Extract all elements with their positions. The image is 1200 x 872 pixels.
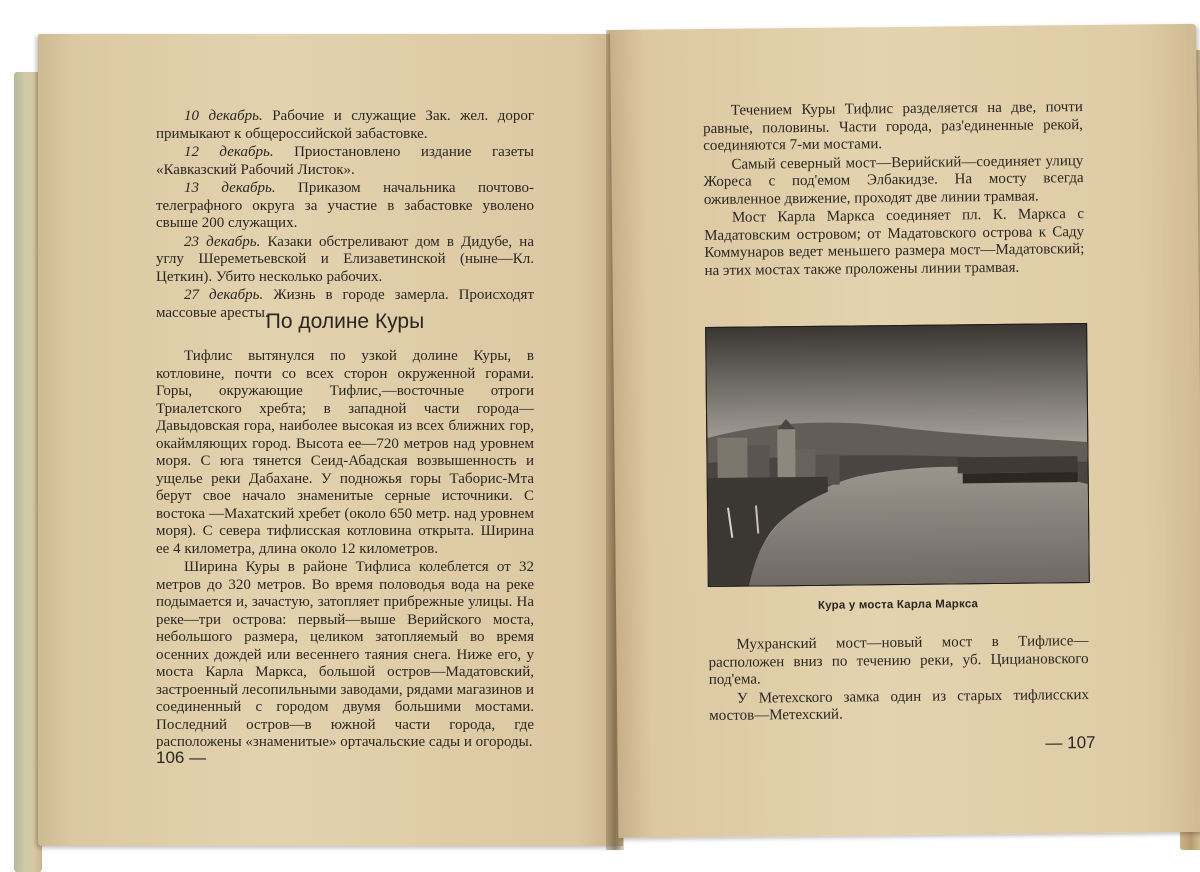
entry-date: 23 декабрь. [184,233,261,250]
paragraph: У Метехского замка один из старых тифлисских мостов—Метехский. [709,686,1090,724]
paragraph: Самый северный мост—Верийский—соединяет улицу Жореса с под'емом Элбакидзе. На мосту всегда оживленное движение, проходят две линии трамвая. [703,152,1084,208]
chronicle-entry [156,144,534,179]
entry-text: Жизнь в городе замерла. Происходят массовые аресты. [156,287,535,321]
entry-text: Приостановлено издание газеты «Кавказский Рабочий Листок». [156,144,534,178]
section-title: По долине Куры [265,310,425,333]
chronicle-entries [156,108,534,323]
paragraph: Течением Куры Тифлис разделяется на две, почти равные, половины. Части города, раз'единенные рекой, соединяются 7-ми мостами. [702,99,1084,155]
left-page [38,34,623,846]
paragraph: Мост Карла Маркса соединяет пл. К. Маркса с Мадатовским островом; от Мадатовского острова к Саду Коммунаров ведет меньшего размера мост—Мадатовский; на этих мостах также проложены линии трамвая. [704,206,1085,279]
photo-caption: Кура у моста Карла Маркса [817,598,979,612]
entry-date: 13 декабрь. [184,180,276,196]
right-page [610,24,1200,838]
paragraph: Мухранский мост—новый мост в Тифлисе—расположен вниз по течению реки, уб. Цициановского под'ема. [708,633,1089,689]
chronicle-entry [156,180,534,233]
paragraph: Тифлис вытянулся по узкой долине Куры, в котловине, почти со всех сторон окруженной горами. Горы, окружающие Тифлис,—восточные отроги Триалетского хребта; в западной части города—Давыдовская гора, наиболее высокая из всех ближних гор, окаймляющих город. Высота ее—720 метров над уровнем моря. С юга тянется Сеид-Абадская возвышенность и ущелье реки Дабахане. У подножья горы Таборис-Мта берут свое начало знаменитые серные источники. С востока —Махатский хребет (около 650 метр. над уровнем моря). С севера тифлисская котловина открыта. Ширина ее 4 километра, длина около 12 километров. [156,348,534,557]
open-book [8,30,1196,850]
right-text-bottom [708,633,1089,726]
section-body [156,348,534,753]
entry-text: Рабочие и служащие Зак. жел. дорог примыкают к общероссийской забастовке. [156,108,534,142]
river-photo [705,323,1090,587]
page-number-left: 106 — [156,748,207,767]
entry-text: Приказом начальника почтово-телеграфного округа за участие в забастовке уволено свыше 200 служащих. [156,180,535,231]
page-number-right: — 107 [1045,732,1096,753]
river-photo-image [706,324,1089,586]
paragraph: Ширина Куры в районе Тифлиса колеблется от 32 метров до 320 метров. Во время половодья вода на реке подымается и, зачастую, затопляет прибрежные улицы. На реке—три острова: первый—выше Верийского моста, небольшого размера, целиком затопляемый во время осенних дождей или весеннего таяния снега. Ниже его, у моста Карла Маркса, большой остров—Мадатовский, застроенный лесопильными заводами, рядами магазинов и соединенный с городом двумя большими мостами. Последний остров—в южной части города, где расположены «знаменитые» ортачальские сады и огороды. [156,559,534,750]
entry-date: 10 декабрь. [184,108,263,124]
entry-text: Казаки обстреливают дом в Дидубе, на углу Шереметьевской и Елизаветинской (ныне—Кл. Цеткин). Убито несколько рабочих. [156,233,534,285]
entry-date: 27 декабрь. [184,287,264,303]
right-text-top [703,99,1085,281]
chronicle-entry [156,234,534,287]
chronicle-entry [156,108,534,143]
entry-date: 12 декабрь. [184,144,274,160]
